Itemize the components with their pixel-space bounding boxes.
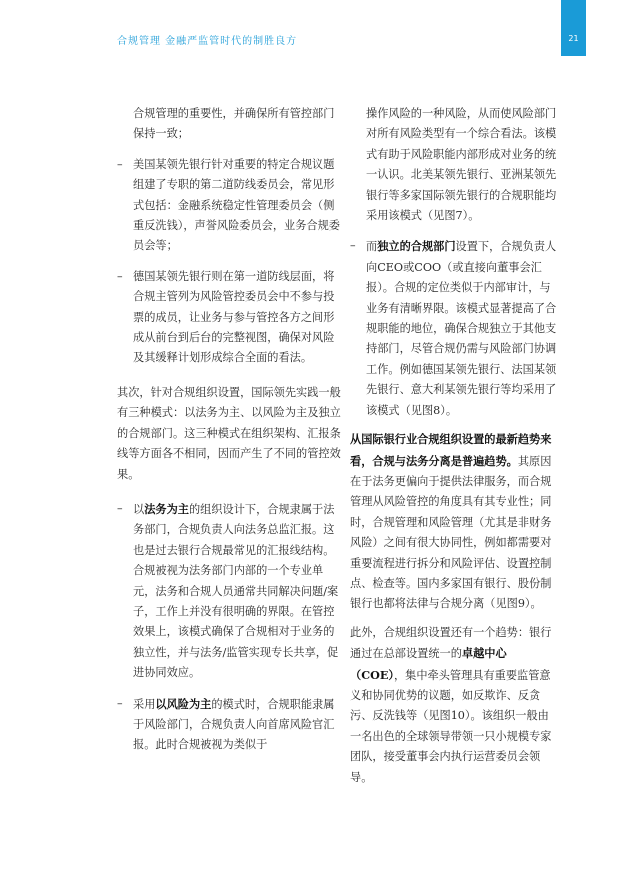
list-item: – 以法务为主的组织设计下，合规隶属于法务部门，合规负责人向法务总监汇报。这也是过去银行合规最常见的汇报线结构。合规被视为法务部门内部的一个专业单元，法务和合规人员通常共同解决问题/案子，工作上并没有很明确的界限。在管控效果上，该模式确保了合规相对于业务的独立性，并与法务/监管实现专长共享，促进协同效应。 — [117, 499, 345, 684]
dash-bullet-icon: – — [117, 501, 123, 515]
right-continuation-paragraph: 操作风险的一种风险，从而使风险部门对所有风险类型有一个综合看法。该模式有助于风险职能内部形成对业务的统一认识。北美某领先银行、亚洲某领先银行等多家国际领先银行的合规职能均采用该模式（见图7）。 — [366, 107, 557, 223]
list-item: – 德国某领先银行则在第一道防线层面，将合规主管列为风险管控委员会中不参与投票的成员，让业务与参与管控各方之间形成从前台到后台的完整视图，确保对风险及其缓释计划形成综合全面的看法。 — [117, 267, 345, 369]
page-number: 21 — [568, 34, 579, 43]
dash-bullet-icon: – — [117, 696, 123, 710]
emphasis-text: 法务为主 — [144, 501, 189, 516]
dash-bullet-icon: – — [117, 157, 123, 171]
left-column — [117, 104, 345, 756]
list-item: – 采用以风险为主的模式时，合规职能隶属于风险部门，合规负责人向首席风险官汇报。此时合规被视为类似于 — [117, 694, 345, 756]
list-item: – 美国某领先银行针对重要的特定合规议题组建了专职的第二道防线委员会，常见形式包括：金融系统稳定性管理委员会（侧重反洗钱），声誉风险委员会，业务合规委员会等； — [117, 155, 345, 257]
list-item: – 而独立的合规部门设置下，合规负责人向CEO或COO（或直接向董事会汇报）。合规的定位类似于内部审计，与业务有清晰界限。该模式显著提高了合规职能的地位，确保合规独立于其他支持部门，尽管合规仍需与风险部门协调工作。例如德国某领先银行、法国某领先银行、意大利某领先银行等均采用了该模式（见图8）。 — [350, 236, 558, 421]
left-continuation-paragraph: 合规管理的重要性，并确保所有管控部门保持一致； — [133, 107, 335, 141]
body-paragraph: 其次，针对合规组织设置，国际领先实践一般有三种模式：以法务为主、以风险为主及独立的合规部门。这三种模式在组织架构、汇报条线等方面各不相同，因而产生了不同的管控效果。 — [117, 385, 341, 481]
dash-bullet-icon: – — [350, 239, 356, 253]
emphasis-text: 以风险为主 — [155, 696, 212, 711]
emphasis-text: 从国际银行业合规组织设置的最新趋势来看，合规与法务分离是普遍趋势。 — [350, 432, 552, 468]
emphasis-text: 卓越中心（COE） — [350, 646, 507, 682]
body-paragraph: 从国际银行业合规组织设置的最新趋势来看，合规与法务分离是普遍趋势。其原因在于法务更偏向于提供法律服务，而合规管理从风险管控的角度具有其专业性；同时，合规管理和风险管理（尤其是非财务风险）之间有很大协同性，例如都需要对重要流程进行拆分和风险评估、设置控制点、检查等。国内多家国有银行、股份制银行也都将法律与合规分离（见图9）。 — [350, 432, 552, 611]
emphasis-text: 独立的合规部门 — [377, 239, 456, 254]
running-header-title: 合规管理 金融严监管时代的制胜良方 — [117, 36, 298, 47]
page-number-tab — [561, 0, 586, 56]
dash-bullet-icon: – — [117, 269, 123, 283]
right-column — [350, 104, 558, 788]
body-paragraph: 此外，合规组织设置还有一个趋势：银行通过在总部设置统一的卓越中心（COE），集中牵头管理具有重要监管意义和协同优势的议题，如反欺诈、反贪污、反洗钱等（见图10）。该组织一般由一名出色的全球领导带领一只小规模专家团队，接受董事会内执行运营委员会领导。 — [350, 625, 552, 784]
